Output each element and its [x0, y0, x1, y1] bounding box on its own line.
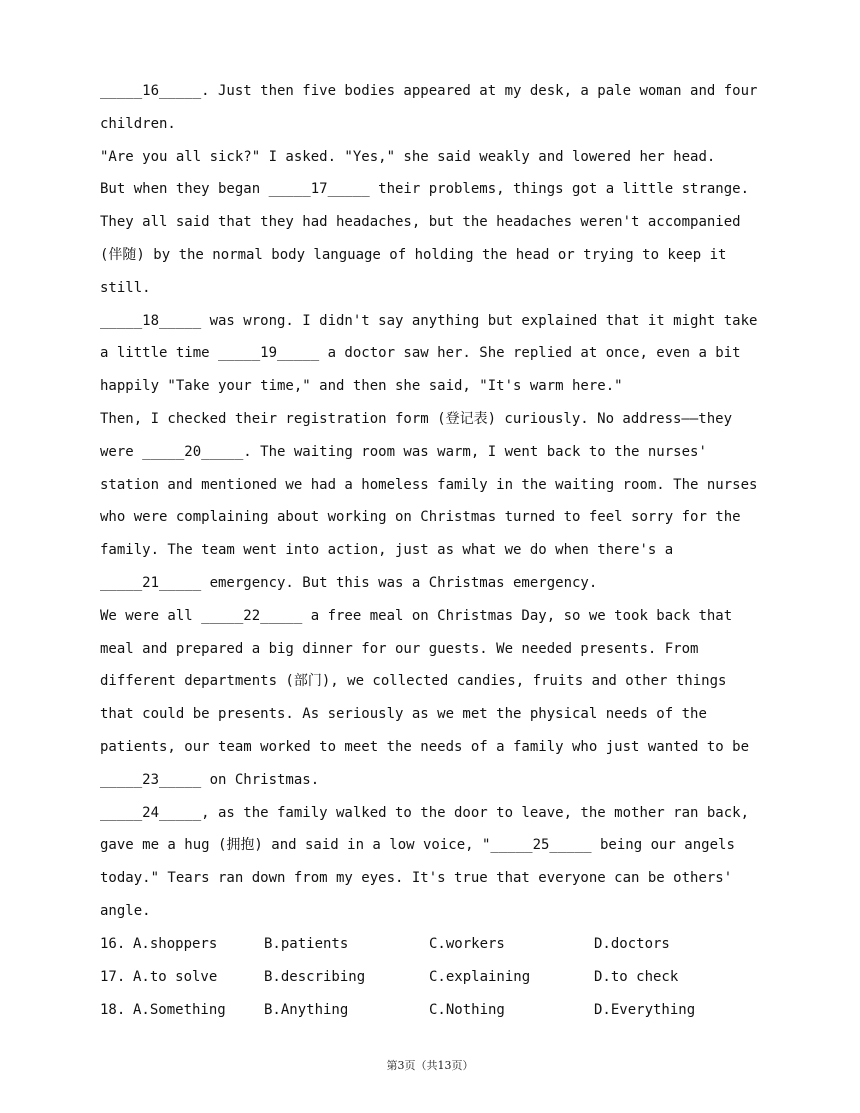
passage-line: angle.	[100, 903, 151, 919]
passage-line: _____23_____ on Christmas.	[100, 771, 320, 788]
option-b: B.Anything	[264, 1002, 349, 1018]
passage-line: still.	[100, 279, 151, 296]
option-c: C.workers	[429, 936, 505, 952]
passage-line: They all said that they had headaches, but the headaches weren't accompanied	[100, 214, 741, 231]
option-a: A.Something	[133, 1002, 226, 1018]
passage-line: patients, our team worked to meet the needs of a family who just wanted to be	[100, 739, 750, 755]
option-a: A.to solve	[133, 969, 218, 985]
question-number: 17.	[100, 969, 126, 985]
passage-line: (伴随) by the normal body language of holding the head or trying to keep it	[100, 247, 727, 263]
passage-line: happily "Take your time," and then she said, "It's warm here."	[100, 378, 623, 395]
option-d: D.doctors	[594, 936, 670, 952]
passage-line: But when they began _____17_____ their problems, things got a little strange.	[100, 181, 750, 198]
option-b: B.describing	[264, 969, 366, 985]
option-c: C.Nothing	[429, 1002, 505, 1018]
passage-line: meal and prepared a big dinner for our guests. We needed presents. From	[100, 640, 699, 657]
passage-line: _____21_____ emergency. But this was a Christmas emergency.	[100, 575, 598, 591]
question-number: 16.	[100, 936, 126, 952]
option-d: D.Everything	[594, 1002, 696, 1018]
passage-line: _____24_____, as the family walked to the door to leave, the mother ran back,	[100, 804, 750, 821]
option-c: C.explaining	[429, 969, 531, 985]
passage-line: gave me a hug (拥抱) and said in a low voice, "_____25_____ being our angels	[100, 837, 735, 854]
page-footer: 第3页（共13页）	[386, 1059, 474, 1072]
passage-line: who were complaining about working on Christmas turned to feel sorry for the	[100, 509, 741, 526]
passage-line: _____18_____ was wrong. I didn't say anything but explained that it might take	[100, 312, 758, 329]
passage-line: station and mentioned we had a homeless family in the waiting room. The nurses	[100, 476, 758, 493]
passage-line: Then, I checked their registration form (登记表) curiously. No address——they	[100, 411, 733, 427]
passage-line: today." Tears ran down from my eyes. It's true that everyone can be others'	[100, 870, 733, 887]
passage-line: children.	[100, 115, 176, 132]
option-a: A.shoppers	[133, 936, 218, 952]
passage-line: that could be presents. As seriously as we met the physical needs of the	[100, 706, 707, 723]
passage-line: _____16_____. Just then five bodies appeared at my desk, a pale woman and four	[100, 83, 758, 99]
passage-line: were _____20_____. The waiting room was warm, I went back to the nurses'	[100, 443, 707, 460]
option-b: B.patients	[264, 936, 349, 952]
passage-line: "Are you all sick?" I asked. "Yes," she said weakly and lowered her head.	[100, 148, 716, 165]
passage-line: a little time _____19_____ a doctor saw her. She replied at once, even a bit	[100, 345, 741, 362]
option-d: D.to check	[594, 969, 679, 985]
passage-line: family. The team went into action, just as what we do when there's a	[100, 542, 674, 559]
passage-line: We were all _____22_____ a free meal on Christmas Day, so we took back that	[100, 607, 733, 624]
question-number: 18.	[100, 1002, 126, 1018]
passage-line: different departments (部门), we collected candies, fruits and other things	[100, 673, 727, 690]
